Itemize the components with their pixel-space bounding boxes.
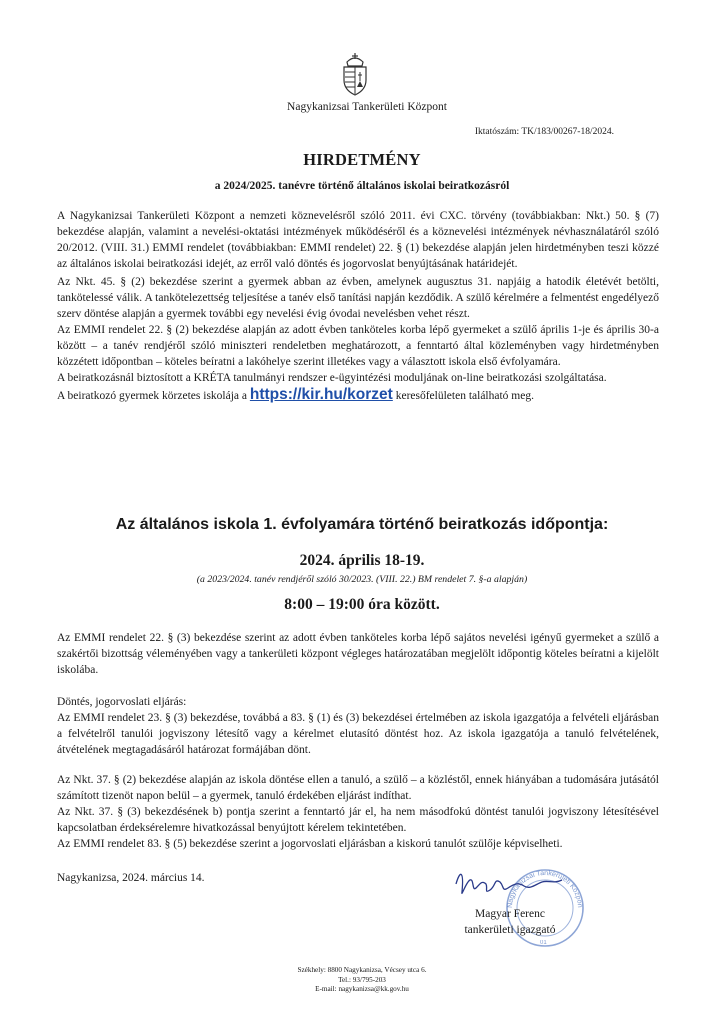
- decision-label: Döntés, jogorvoslati eljárás:: [57, 696, 187, 708]
- footer: [0, 966, 724, 995]
- emmi22-2-paragraph: Az EMMI rendelet 22. § (2) bekezdése alapján az adott évben tanköteles korba lépő gyermeket a szülő április 1-je és április 30-a között – a tanév rendjéről szóló miniszteri rendeletben meghatározott, a fenntartó által közleményben vagy hirdetményben közzétett időpontban – köteles beíratni a lakóhelye szerint illetékes vagy a választott iskola első évfolyamára.: [57, 324, 659, 368]
- enrollment-legal-note: (a 2023/2024. tanév rendjéről szóló 30/2023. (VIII. 22.) BM rendelet 7. §-a alapján): [196, 574, 528, 585]
- reference-number: Iktatószám: TK/183/00267-18/2024.: [474, 127, 614, 137]
- nkt37-3-paragraph: Az Nkt. 37. § (3) bekezdésének b) pontja szerint a fenntartó jár el, ha nem másodfokú döntést tanulói jogviszony létesítésével kapcsolatban érdeksérelemre hivatkozással benyújtott kérelem tekintetében.: [57, 806, 659, 834]
- enrollment-heading: Az általános iskola 1. évfolyamára történő beiratkozás időpontja:: [115, 516, 609, 533]
- decision-block: [57, 694, 659, 758]
- kreta-paragraph: A beiratkozásnál biztosított a KRÉTA tanulmányi rendszer e-ügyintézési moduljának on-line beiratkozási szolgáltatása.: [57, 372, 607, 384]
- district-paragraph: [57, 387, 659, 404]
- intro-text: A Nagykanizsai Tankerületi Központ a nemzeti köznevelésről szóló 2011. évi CXC. törvény (továbbiakban: Nkt.) 50. § (7) bekezdése alapján, valamint a nevelési-oktatási intézmények működéséről és a köznevelési intézmények névhasználatáról szóló 20/2012. (VIII. 31.) EMMI rendelet (továbbiakban: EMMI rendelet) 22. § (1) bekezdése alapján jelen hirdetményben teszi közzé az általános iskolai beiratkozási idejét, az erről való döntés és jogorvoslat benyújtásának határidejét.: [57, 210, 659, 270]
- signatory-title: tankerületi igazgató: [464, 924, 556, 936]
- rules-block: [57, 274, 659, 404]
- document-title: HIRDETMÉNY: [303, 150, 421, 169]
- emmi23-paragraph: Az EMMI rendelet 23. § (3) bekezdése, továbbá a 83. § (1) és (3) bekezdései értelmében az iskola igazgatója a felvételi eljárásban a felvételről tanulói jogviszony létesítő vagy a kérelmet elutasító döntést hoz. Az iskola igazgatója a tanuló felvételének, átvételének megtagadásáról határozat formájában dönt.: [57, 712, 659, 756]
- place-and-date: Nagykanizsa, 2024. március 14.: [57, 872, 205, 884]
- appeal-block: [57, 772, 659, 852]
- sen-paragraph: [57, 630, 659, 678]
- coat-of-arms-icon: [338, 52, 372, 96]
- signatory-name: Magyar Ferenc: [475, 908, 545, 920]
- footer-email: E-mail: nagykanizsa@kk.gov.hu: [315, 985, 409, 993]
- footer-phone: Tel.: 93/795-203: [338, 975, 386, 984]
- district-text-before: A beiratkozó gyermek körzetes iskolája a: [57, 390, 247, 402]
- emmi83-5-paragraph: Az EMMI rendelet 83. § (5) bekezdése szerint a jogorvoslati eljárásban a kiskorú tanulót szülője képviselheti.: [57, 838, 563, 850]
- district-text-after: keresőfelületen található meg.: [395, 390, 534, 402]
- nkt37-2-paragraph: Az Nkt. 37. § (2) bekezdése alapján az iskola döntése ellen a tanuló, a szülő – a közléstől, ennek hiányában a tudomására jutásától számított tizenöt napon belül – a gyermek, tanuló érdekében eljárást indíthat.: [57, 774, 659, 802]
- enrollment-dates: 2024. április 18-19.: [299, 552, 425, 569]
- handwritten-signature: [456, 874, 562, 893]
- stamp-text: Nagykanizsai Tankerületi Közpon: [506, 869, 584, 909]
- footer-address: Székhely: 8800 Nagykanizsa, Vécsey utca 6.: [297, 966, 427, 974]
- signatory-block: [455, 906, 565, 938]
- enrollment-time: 8:00 – 19:00 óra között.: [284, 596, 440, 613]
- intro-paragraph: [57, 208, 659, 272]
- document-subtitle: a 2024/2025. tanévre történő általános iskolai beiratkozásról: [214, 180, 510, 192]
- nkt45-paragraph: Az Nkt. 45. § (2) bekezdése szerint a gyermek abban az évben, amelynek augusztus 31. napjáig a hatodik életévét betölti, tankötelessé válik. A tankötelezettség teljesítése a tanév első tanítási napján kezdődik. A szülő kérelmére a felmentést engedélyező szerv döntése alapján a gyermek további egy nevelési évig óvodai nevelésben vehet részt.: [57, 276, 659, 320]
- organization-name: Nagykanizsai Tankerületi Központ: [287, 101, 447, 113]
- emmi22-3-text: Az EMMI rendelet 22. § (3) bekezdése szerint az adott évben tanköteles korba lépő sajátos nevelési igényű gyermeket a szülő a szakértői bizottság véleményében vagy a tankerületi központ végleges határozatában megjelölt időpontig köteles beíratni a kijelölt iskolába.: [57, 632, 659, 676]
- stamp-number: 01: [540, 940, 547, 946]
- district-search-link[interactable]: https://kir.hu/korzet: [249, 386, 393, 403]
